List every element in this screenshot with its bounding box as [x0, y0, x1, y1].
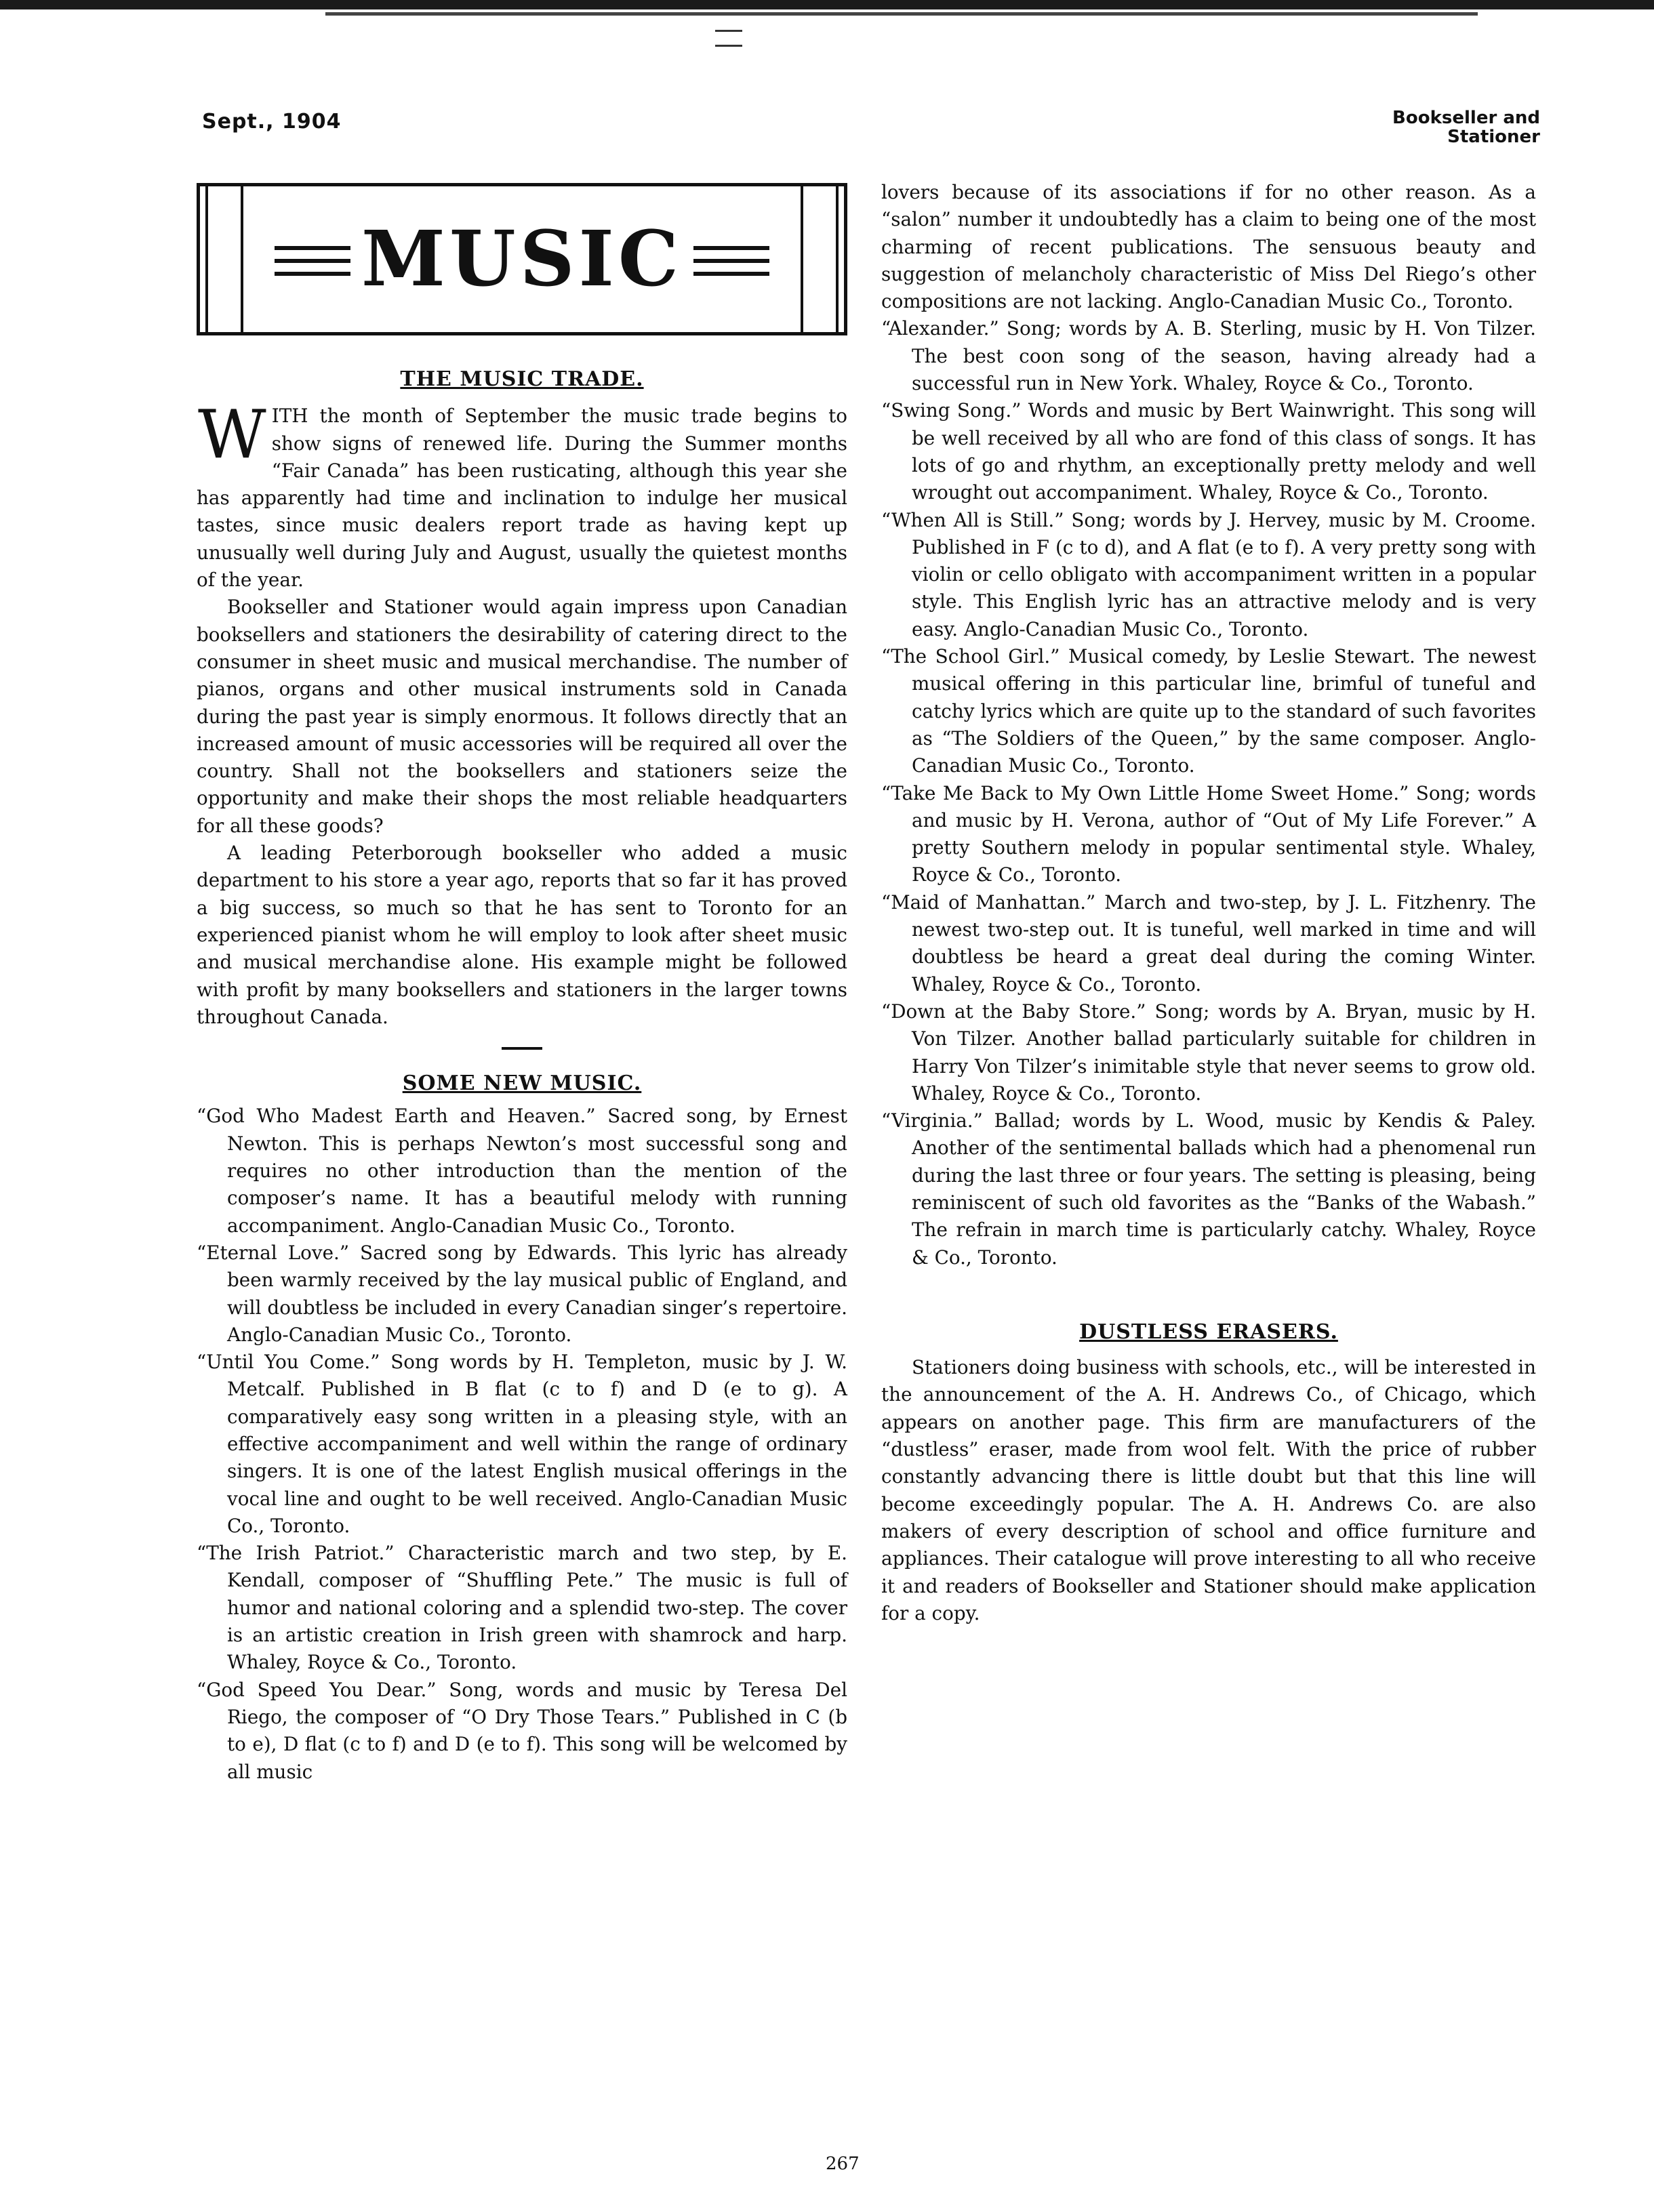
music-entry: “When All is Still.” Song; words by J. Hervey, music by M. Croome. Published in F (c to d), and A flat (e to f). A very pretty song with violin or cello obligato with accompaniment written in a popular style. This English lyric has an attractive melody and is very easy. Anglo-Canadian Music Co., Toronto.	[881, 508, 1536, 640]
top-rule	[0, 0, 1654, 9]
new-music-heading: SOME NEW MUSIC.	[402, 1071, 642, 1096]
music-entry: “Swing Song.” Words and music by Bert Wainwright. This song will be well received by all who are fond of this class of songs. It has lots of go and rhythm, an exceptionally pretty melody and well wrought out accompaniment. Whaley, Royce & Co., Toronto.	[881, 399, 1536, 504]
top-mark	[715, 30, 742, 32]
music-trade-paragraph-2: Bookseller and Stationer would again impress upon Canadian booksellers and stationers the desirability of catering direct to the consumer in sheet music and musical merchandise. The number of pianos, organs and other musical instruments sold in Canada during the past year is simply enormous. It follows directly that an increased amount of music accessories will be required all over the country. Shall not the booksellers and stationers seize the opportunity and make their shops the most reliable headquarters for all these goods?	[197, 596, 847, 837]
music-entry: “The Irish Patriot.” Characteristic march and two step, by E. Kendall, composer of “Shuffling Pete.” The music is full of humor and national coloring and a splendid two-step. The cover is an artistic creation in Irish green with shamrock and harp. Whaley, Royce & Co., Toronto.	[197, 1542, 847, 1674]
top-rule-secondary	[325, 12, 1478, 16]
erasers-paragraph: Stationers doing business with schools, etc., will be interested in the announcement of the A. H. Andrews Co., of Chicago, which appears on another page. This firm are manufacturers of the “dustless” eraser, made from wool felt. With the price of rubber constantly advancing there is little doubt but that this line will become exceedingly popular. The A. H. Andrews Co. are also makers of every description of school and office furniture and appliances. Their catalogue will prove interesting to all who receive it and readers of Bookseller and Stationer should make application for a copy.	[881, 1356, 1536, 1624]
section-banner	[197, 183, 847, 335]
music-trade-paragraph-1-text: ITH the month of September the music trade begins to show signs of renewed life. During the Summer months “Fair Canada” has been rusticating, although this year she has apparently had time and inclination to indulge her musical tastes, since music dealers report trade as having kept up unusually well during July and August, usually the quietest months of the year.	[197, 405, 847, 592]
music-entry: “Take Me Back to My Own Little Home Sweet Home.” Song; words and music by H. Verona, author of “Out of My Life Forever.” A pretty Southern melody in popular sentimental style. Whaley, Royce & Co., Toronto.	[881, 781, 1536, 886]
publication-name-line1: Bookseller and	[1392, 108, 1540, 128]
music-entry: “Eternal Love.” Sacred song by Edwards. This lyric has already been warmly received by the lay musical public of England, and will doubtless be included in every Canadian singer’s repertoire. Anglo-Canadian Music Co., Toronto.	[197, 1241, 847, 1346]
music-trade-paragraph-1	[197, 396, 847, 594]
music-trade-paragraph-3: A leading Peterborough bookseller who added a music department to his store a year ago, reports that so far it has proved a big success, so much so that he has sent to Toronto for an experienced pianist whom he will employ to look after sheet music and musical merchandise alone. His example might be followed with profit by many booksellers and stationers in the larger towns throughout Canada.	[197, 842, 847, 1028]
publication-name-line2: Stationer	[1447, 127, 1540, 147]
music-entry: “Virginia.” Ballad; words by L. Wood, music by Kendis & Paley. Another of the sentimental ballads which had a phenomenal run during the last three or four years. The setting is pleasing, being reminiscent of such old favorites as the “Banks of the Wabash.” The refrain in march time is particularly catchy. Whaley, Royce & Co., Toronto.	[881, 1109, 1536, 1269]
drop-cap: W	[198, 396, 266, 474]
music-entry: “God Speed You Dear.” Song, words and music by Teresa Del Riego, the composer of “O Dry Those Tears.” Published in C (b to e), D flat (c to f) and D (e to f). This song will be welcomed by all music	[197, 1678, 847, 1783]
top-mark-lower	[715, 45, 742, 47]
left-column	[197, 366, 847, 1786]
erasers-heading: DUSTLESS ERASERS.	[1079, 1319, 1338, 1344]
music-entry: “The School Girl.” Musical comedy, by Leslie Stewart. The newest musical offering in this particular line, brimful of tuneful and catchy lyrics which are quite up to the standard of such favorites as “The Soldiers of the Queen,” by the same composer. Anglo-Canadian Music Co., Toronto.	[881, 645, 1536, 777]
music-entry: “Until You Come.” Song words by H. Templeton, music by J. W. Metcalf. Published in B flat (c to f) and D (e to g). A comparatively easy song written in a pleasing style, with an effective accompaniment and well within the range of ordinary singers. It is one of the latest English musical offerings in the vocal line and ought to be well received. Anglo-Canadian Music Co., Toronto.	[197, 1351, 847, 1537]
music-trade-heading: THE MUSIC TRADE.	[400, 367, 644, 391]
right-column	[881, 179, 1536, 1627]
section-title: MUSIC	[361, 215, 683, 304]
music-entry: “Maid of Manhattan.” March and two-step, by J. L. Fitzhenry. The newest two-step out. It is tuneful, well marked in time and will doubtless be heard a great deal during the coming Winter. Whaley, Royce & Co., Toronto.	[881, 890, 1536, 996]
music-entry: “Down at the Baby Store.” Song; words by A. Bryan, music by H. Von Tilzer. Another ballad particularly suitable for children in Harry Von Tilzer’s inimitable style that never seems to grow old. Whaley, Royce & Co., Toronto.	[881, 1000, 1536, 1105]
music-entry-continued: lovers because of its associations if for no other reason. As a “salon” number it undoubtedly has a claim to being one of the most charming of recent publications. The sensuous beauty and suggestion of melancholy characteristic of Miss Del Riego’s other compositions are not lacking. Anglo-Canadian Music Co., Toronto.	[881, 181, 1536, 313]
music-entry: “God Who Madest Earth and Heaven.” Sacred song, by Ernest Newton. This is perhaps Newton’s most successful song and requires no other introduction than the mention of the composer’s name. It has a beautiful melody with running accompaniment. Anglo-Canadian Music Co., Toronto.	[197, 1105, 847, 1237]
publication-name	[1392, 108, 1540, 146]
music-entry: “Alexander.” Song; words by A. B. Sterling, music by H. Von Tilzer. The best coon song of the season, having already had a successful run in New York. Whaley, Royce & Co., Toronto.	[881, 317, 1536, 395]
page-number: 267	[826, 2154, 860, 2174]
issue-date: Sept., 1904	[202, 110, 342, 134]
